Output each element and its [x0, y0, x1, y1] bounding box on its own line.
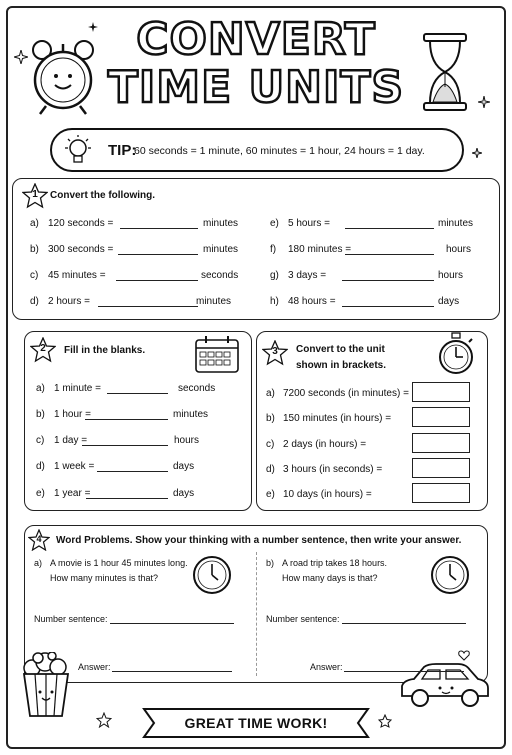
answer-box[interactable]: [412, 458, 470, 478]
question-prompt: 1 minute =: [54, 383, 101, 394]
unit-label: days: [438, 296, 460, 307]
sparkle-icon: [478, 96, 490, 108]
popcorn-icon: [18, 652, 74, 718]
question-letter: c): [266, 439, 275, 450]
answer-box[interactable]: [412, 382, 470, 402]
tip-text: 60 seconds = 1 minute, 60 minutes = 1 hour, 24 hours = 1 day.: [134, 145, 425, 157]
problem-text-line-2: How many minutes is that?: [50, 573, 159, 583]
section-2-heading: Fill in the blanks.: [64, 345, 146, 356]
unit-label: minutes: [203, 218, 239, 229]
answer-blank[interactable]: [82, 435, 168, 446]
number-sentence-label: Number sentence:: [266, 614, 340, 624]
answer-box[interactable]: [412, 483, 470, 503]
sparkle-icon: [472, 148, 482, 158]
answer-blank[interactable]: [118, 244, 198, 255]
question-prompt: 48 hours =: [288, 296, 336, 307]
answer-blank[interactable]: [342, 270, 434, 281]
question-prompt: 1 year =: [54, 488, 91, 499]
question-letter: f): [270, 244, 277, 255]
problem-text-line-1: A movie is 1 hour 45 minutes long.: [50, 558, 188, 568]
question-prompt: 2 hours =: [48, 296, 90, 307]
footer-text: GREAT TIME WORK!: [184, 715, 328, 731]
tip-label: TIP:: [108, 142, 137, 159]
question-letter: c): [30, 270, 39, 281]
answer-box[interactable]: [412, 407, 470, 427]
clock-icon: [430, 553, 470, 597]
question-prompt: 1 day =: [54, 435, 88, 446]
clock-icon: [192, 553, 232, 597]
question-prompt: 5 hours =: [288, 218, 330, 229]
question-letter: b): [36, 409, 45, 420]
section-4-divider: [256, 552, 257, 676]
question-prompt: 3 days =: [288, 270, 327, 281]
section-3-number: 3: [272, 346, 278, 357]
unit-label: days: [173, 488, 195, 499]
question-prompt: 150 minutes (in hours) =: [283, 413, 392, 424]
section-4-number: 4: [36, 534, 42, 544]
answer-box[interactable]: [412, 433, 470, 453]
heart-icon: [458, 650, 470, 661]
answer-label: Answer:: [78, 662, 111, 672]
unit-label: seconds: [201, 270, 239, 281]
answer-blank[interactable]: [112, 661, 232, 672]
answer-blank[interactable]: [97, 461, 168, 472]
question-letter: e): [266, 489, 275, 500]
question-letter: h): [270, 296, 279, 307]
question-letter: e): [36, 488, 45, 499]
question-letter: g): [270, 270, 279, 281]
section-4-heading: Word Problems. Show your thinking with a number sentence, then write your answer.: [56, 535, 462, 546]
unit-label: minutes: [203, 244, 239, 255]
question-letter: d): [30, 296, 39, 307]
hourglass-icon: [420, 32, 470, 112]
question-letter: e): [270, 218, 279, 229]
unit-label: hours: [446, 244, 472, 255]
section-1-number: 1: [32, 189, 38, 200]
question-prompt: 7200 seconds (in minutes) =: [283, 388, 409, 399]
title-line-2: TIME UNITS: [107, 62, 405, 113]
question-letter: a): [34, 558, 43, 568]
section-1-heading: Convert the following.: [50, 190, 155, 201]
sparkle-icon: [88, 22, 98, 32]
calendar-icon: [194, 334, 240, 374]
answer-blank[interactable]: [98, 296, 198, 307]
question-letter: b): [30, 244, 39, 255]
answer-blank[interactable]: [120, 218, 198, 229]
unit-label: minutes: [196, 296, 232, 307]
question-prompt: 45 minutes =: [48, 270, 106, 281]
question-letter: b): [266, 413, 275, 424]
answer-blank[interactable]: [86, 488, 168, 499]
question-prompt: 1 week =: [54, 461, 95, 472]
number-sentence-blank[interactable]: [110, 613, 234, 624]
question-prompt: 3 hours (in seconds) =: [283, 464, 383, 475]
question-letter: d): [266, 464, 275, 475]
unit-label: minutes: [438, 218, 474, 229]
question-letter: c): [36, 435, 45, 446]
lightbulb-icon: [60, 134, 92, 168]
unit-label: seconds: [178, 383, 216, 394]
sparkle-icon: [14, 50, 28, 64]
question-prompt: 10 days (in hours) =: [283, 489, 372, 500]
unit-label: minutes: [173, 409, 209, 420]
question-letter: d): [36, 461, 45, 472]
stopwatch-icon: [436, 332, 476, 376]
number-sentence-label: Number sentence:: [34, 614, 108, 624]
answer-blank[interactable]: [344, 661, 464, 672]
answer-blank[interactable]: [116, 270, 198, 281]
question-letter: a): [30, 218, 39, 229]
question-letter: b): [266, 558, 275, 568]
question-prompt: 1 hour =: [54, 409, 91, 420]
problem-text-line-1: A road trip takes 18 hours.: [282, 558, 388, 568]
answer-blank[interactable]: [342, 296, 434, 307]
answer-blank[interactable]: [85, 409, 168, 420]
unit-label: hours: [438, 270, 464, 281]
answer-blank[interactable]: [345, 244, 434, 255]
number-sentence-blank[interactable]: [342, 613, 466, 624]
section-2-number: 2: [40, 343, 46, 354]
unit-label: days: [173, 461, 195, 472]
answer-blank[interactable]: [345, 218, 434, 229]
question-prompt: 120 seconds =: [48, 218, 114, 229]
tip-box: [50, 128, 464, 172]
section-3-heading-line-2: shown in brackets.: [296, 360, 387, 371]
question-prompt: 300 seconds =: [48, 244, 114, 255]
title-line-1: CONVERT: [136, 14, 376, 65]
section-3-heading-line-1: Convert to the unit: [296, 344, 385, 355]
question-prompt: 2 days (in hours) =: [283, 439, 367, 450]
question-prompt: 180 minutes =: [288, 244, 352, 255]
problem-text-line-2: How many days is that?: [282, 573, 378, 583]
star-icon: [378, 714, 392, 728]
answer-blank[interactable]: [107, 383, 168, 394]
alarm-clock-icon: [28, 36, 98, 118]
question-letter: a): [266, 388, 275, 399]
unit-label: hours: [174, 435, 200, 446]
question-letter: a): [36, 383, 45, 394]
answer-label: Answer:: [310, 662, 343, 672]
star-icon: [96, 712, 112, 728]
